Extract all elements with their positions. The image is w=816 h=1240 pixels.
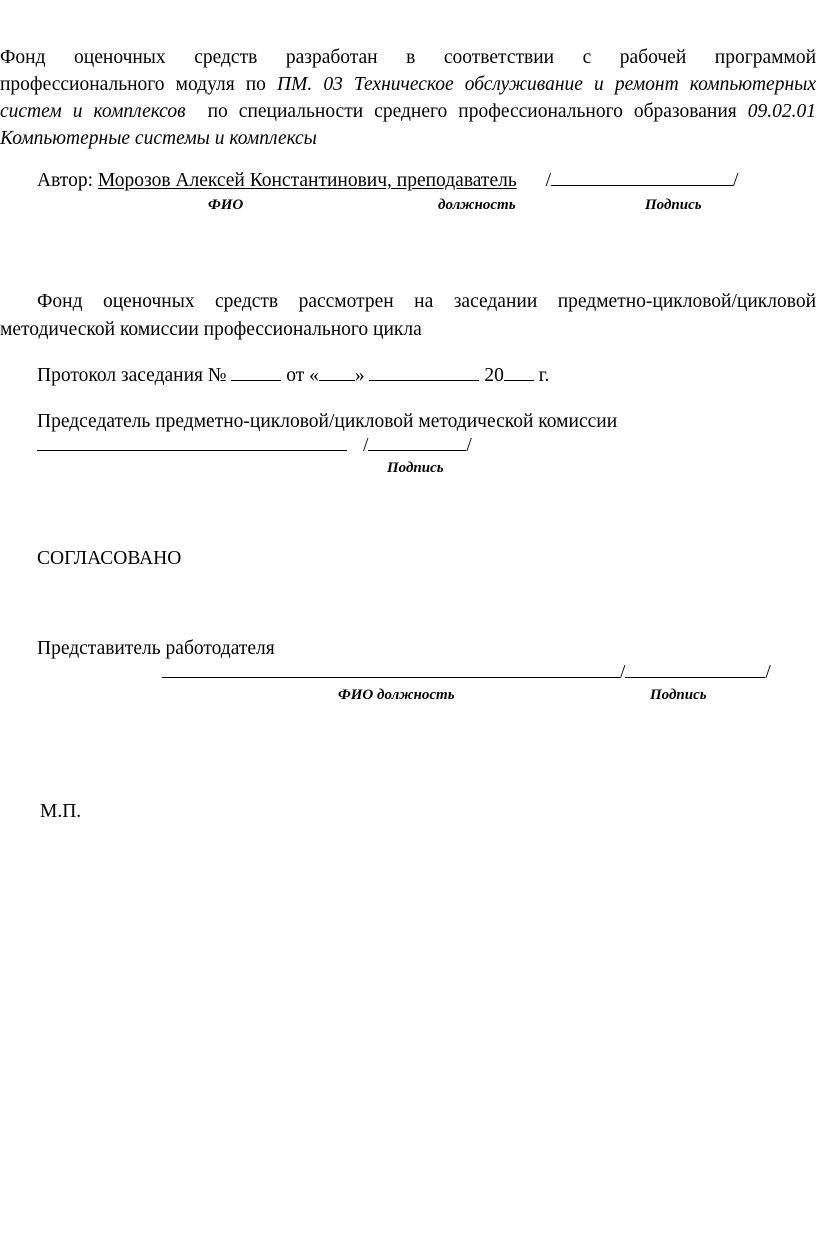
- review-text-2: методической комиссии профессионального цикла: [0, 319, 422, 340]
- protocol-text-c: »: [354, 365, 370, 386]
- agreed-title: СОГЛАСОВАНО: [37, 548, 182, 569]
- caption-fio-position: ФИО должность: [338, 687, 455, 703]
- employer-signature-field: [625, 676, 765, 678]
- intro-line-1: [0, 44, 816, 71]
- protocol-number-field: [231, 379, 281, 381]
- author-value: [98, 170, 535, 191]
- review-text-1: Фонд оценочных средств рассмотрен на заседании предметно-цикловой/цикловой: [37, 291, 816, 312]
- author-label: Автор:: [37, 170, 98, 191]
- review-paragraph: [0, 288, 816, 344]
- review-line-2: [0, 316, 816, 344]
- caption-chairman-signature: Подпись: [387, 460, 444, 476]
- protocol-line: [37, 365, 549, 387]
- author-name-position: Морозов Алексей Константинович, преподаватель: [97, 170, 517, 191]
- intro-paragraph: [0, 44, 816, 152]
- protocol-year-field: [504, 379, 534, 381]
- employer-label: Представитель работодателя: [37, 638, 275, 659]
- chairman-signature-line: / /: [37, 435, 472, 457]
- employer-name-field: [162, 676, 620, 678]
- intro-text-2a: профессионального модуля по: [0, 74, 278, 95]
- intro-text-1: Фонд оценочных средств разработан в соответствии с рабочей программой: [0, 47, 816, 68]
- protocol-text-b: от «: [281, 365, 319, 386]
- module-name-end: систем и комплексов: [0, 101, 186, 122]
- protocol-text-e: г.: [533, 365, 550, 386]
- intro-line-2: [0, 71, 816, 98]
- protocol-month-field: [369, 379, 479, 381]
- chairman-signature-field: [368, 449, 466, 451]
- caption-position: должность: [438, 197, 516, 213]
- protocol-day-field: [319, 379, 355, 381]
- caption-fio: ФИО: [208, 197, 244, 213]
- author-signature-line: [551, 184, 733, 186]
- intro-line-4: [0, 125, 816, 152]
- module-name: ПМ. 03 Техническое обслуживание и ремонт компьютерных: [277, 74, 816, 95]
- author-line: Автор: Морозов Алексей Константинович, преподаватель / /: [37, 170, 739, 191]
- specialty-code: 09.02.01: [747, 101, 816, 122]
- intro-line-3: [0, 98, 816, 125]
- caption-author-signature: Подпись: [645, 197, 702, 213]
- chairman-label: Председатель предметно-цикловой/цикловой методической комиссии: [37, 411, 618, 432]
- stamp-label: М.П.: [40, 801, 82, 822]
- employer-signature-line: / /: [162, 662, 771, 684]
- chairman-name-field: [37, 449, 347, 451]
- intro-text-3b: по специальности среднего профессионального образования: [185, 101, 748, 122]
- specialty-name: Компьютерные системы и комплексы: [0, 128, 317, 149]
- protocol-text-d: 20: [479, 365, 504, 386]
- review-line-1: [0, 288, 816, 316]
- caption-employer-signature: Подпись: [650, 687, 707, 703]
- protocol-text-a: Протокол заседания №: [37, 365, 232, 386]
